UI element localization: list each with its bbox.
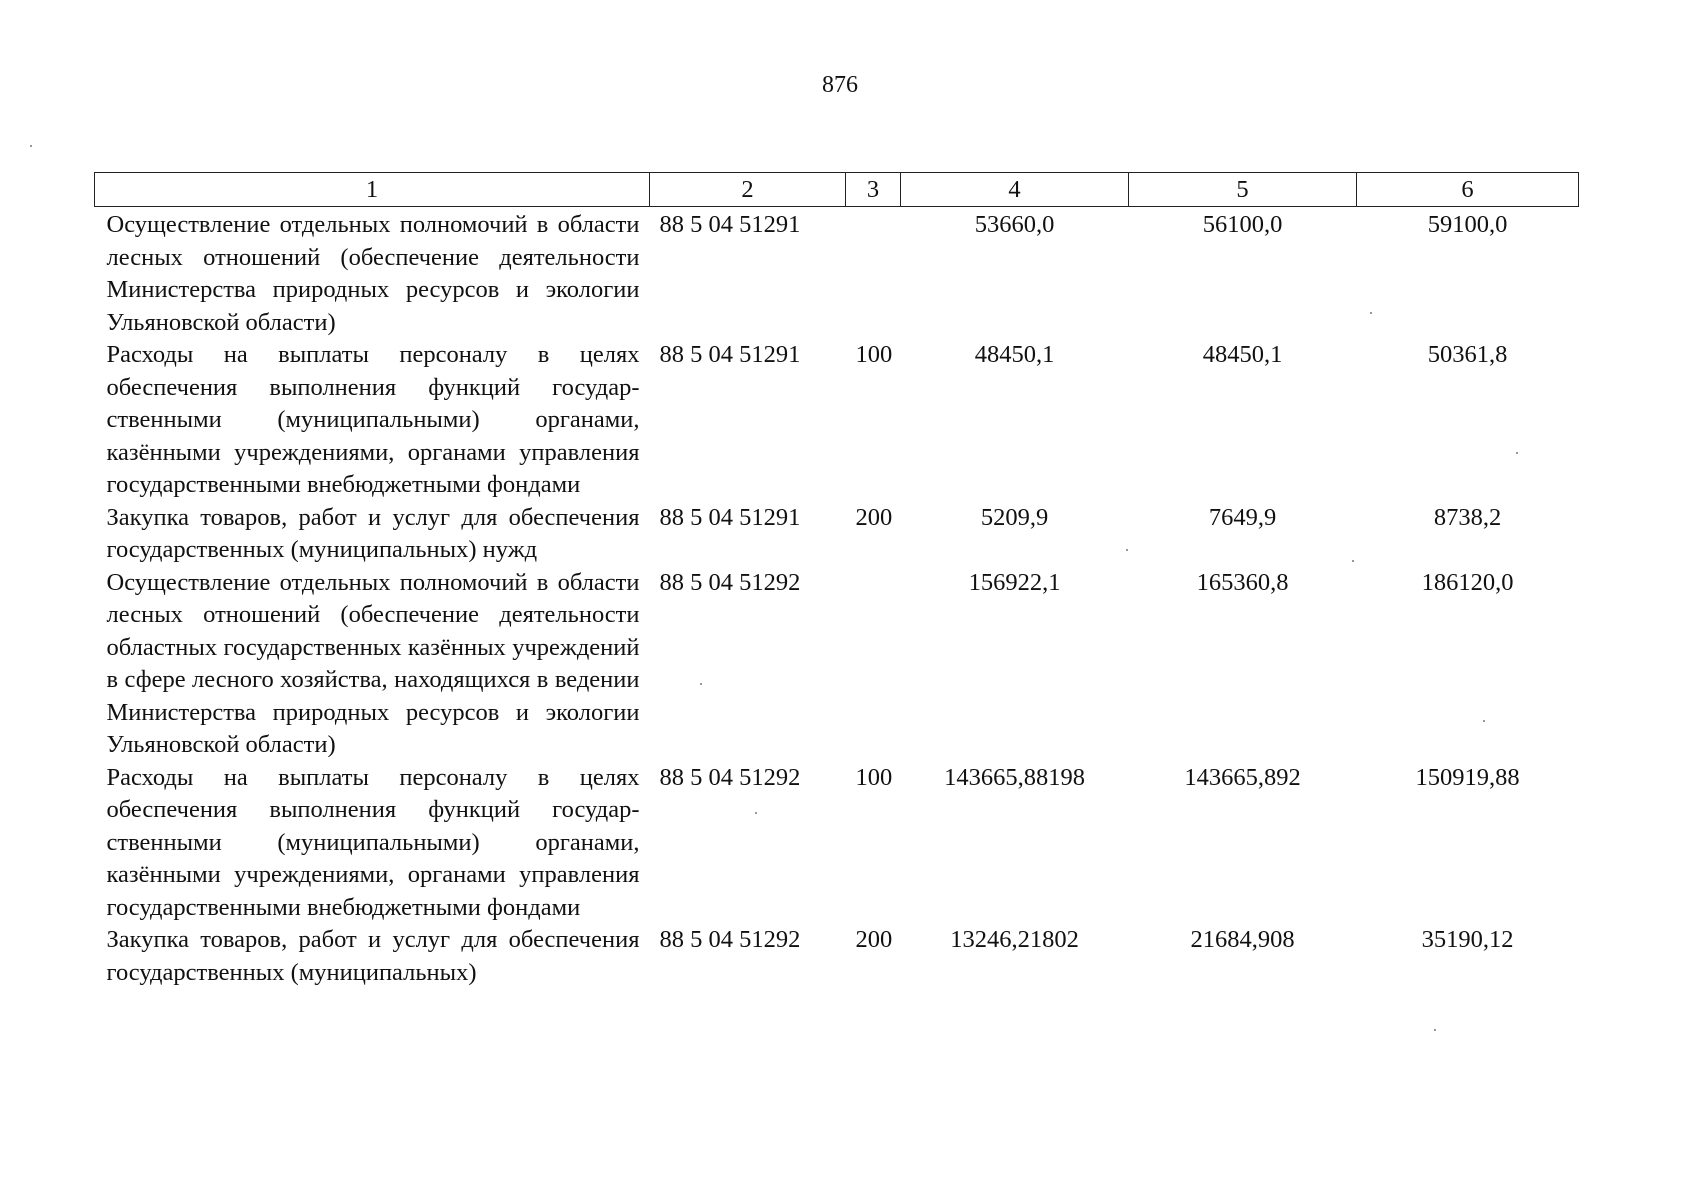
row-value-col4: 13246,21802 bbox=[950, 926, 1079, 953]
row-value-col6: 59100,0 bbox=[1427, 211, 1508, 238]
budget-table bbox=[94, 172, 1579, 989]
row-description: Осуществление отдельных полномочий в области лесных отношений (обеспечение деятельности Министерства природных ресурсов и экологии Ульяновской области) bbox=[106, 211, 640, 336]
scan-speck bbox=[1434, 1029, 1436, 1031]
header-col-1: 1 bbox=[95, 173, 650, 207]
row-expense-type bbox=[846, 567, 901, 762]
row-description: Осуществление отдельных полномочий в области лесных отношений (обеспечение деятельности областных государственных казённых учреждений в сфере лесного хозяйства, находящихся в ведении Министерства природных ресурсов и экологии Ульяновской области) bbox=[106, 568, 640, 758]
row-target-code: 88 5 04 51291 bbox=[659, 341, 801, 368]
row-target-code: 88 5 04 51291 bbox=[659, 211, 801, 238]
row-value-col6: 50361,8 bbox=[1427, 341, 1508, 368]
row-value-col6: 35190,12 bbox=[1421, 926, 1514, 953]
row-value-col5: 143665,892 bbox=[1184, 763, 1301, 791]
row-target-code: 88 5 04 51291 bbox=[659, 503, 801, 531]
row-value-col5: 56100,0 bbox=[1202, 211, 1283, 238]
row-value-col5: 7649,9 bbox=[1208, 503, 1277, 531]
row-value-col4: 53660,0 bbox=[974, 211, 1055, 238]
row-expense-type: 100 bbox=[855, 763, 893, 791]
row-expense-type: 100 bbox=[855, 341, 893, 368]
row-value-col6: 186120,0 bbox=[1421, 568, 1514, 596]
row-value-col6: 8738,2 bbox=[1433, 503, 1502, 531]
row-description: Закупка товаров, работ и услуг для обеспечения государственных (муниципальных) bbox=[106, 926, 640, 986]
header-col-2: 2 bbox=[650, 173, 846, 207]
row-description: Расходы на выплаты персоналу в целях обеспечения выполнения функций государственными (муниципальными) органами, казёнными учреждениями, органами управления государственными внебюджетными фондами bbox=[106, 341, 640, 498]
row-value-col6: 150919,88 bbox=[1415, 763, 1520, 791]
row-value-col4: 48450,1 bbox=[974, 341, 1055, 368]
scan-speck bbox=[30, 145, 32, 147]
header-col-4: 4 bbox=[901, 173, 1129, 207]
row-value-col5: 21684,908 bbox=[1190, 926, 1295, 953]
row-value-col5: 48450,1 bbox=[1202, 341, 1283, 368]
row-target-code: 88 5 04 51292 bbox=[659, 763, 801, 791]
header-col-5: 5 bbox=[1129, 173, 1357, 207]
row-value-col4: 143665,88198 bbox=[944, 763, 1085, 791]
row-target-code: 88 5 04 51292 bbox=[659, 568, 801, 596]
table-row bbox=[95, 924, 1579, 989]
header-row bbox=[95, 173, 1579, 207]
row-description: Закупка товаров, работ и услуг для обеспечения государственных (муниципальных) нужд bbox=[106, 503, 640, 563]
row-value-col4: 5209,9 bbox=[980, 503, 1049, 531]
header-col-3: 3 bbox=[846, 173, 901, 207]
table-row bbox=[95, 339, 1579, 502]
row-expense-type: 200 bbox=[855, 926, 893, 953]
table-row bbox=[95, 207, 1579, 340]
row-expense-type bbox=[846, 207, 901, 340]
row-target-code: 88 5 04 51292 bbox=[659, 926, 801, 953]
header-col-6: 6 bbox=[1357, 173, 1579, 207]
row-description: Расходы на выплаты персоналу в целях обеспечения выполнения функций государственными (муниципальными) органами, казёнными учреждениями, органами управления государственными внебюджетными фондами bbox=[106, 763, 640, 921]
table-row bbox=[95, 762, 1579, 925]
row-value-col5: 165360,8 bbox=[1196, 568, 1289, 596]
row-value-col4: 156922,1 bbox=[968, 568, 1061, 596]
row-expense-type: 200 bbox=[855, 503, 893, 531]
table-row bbox=[95, 567, 1579, 762]
table-row bbox=[95, 502, 1579, 567]
page-number: 876 bbox=[822, 72, 858, 98]
